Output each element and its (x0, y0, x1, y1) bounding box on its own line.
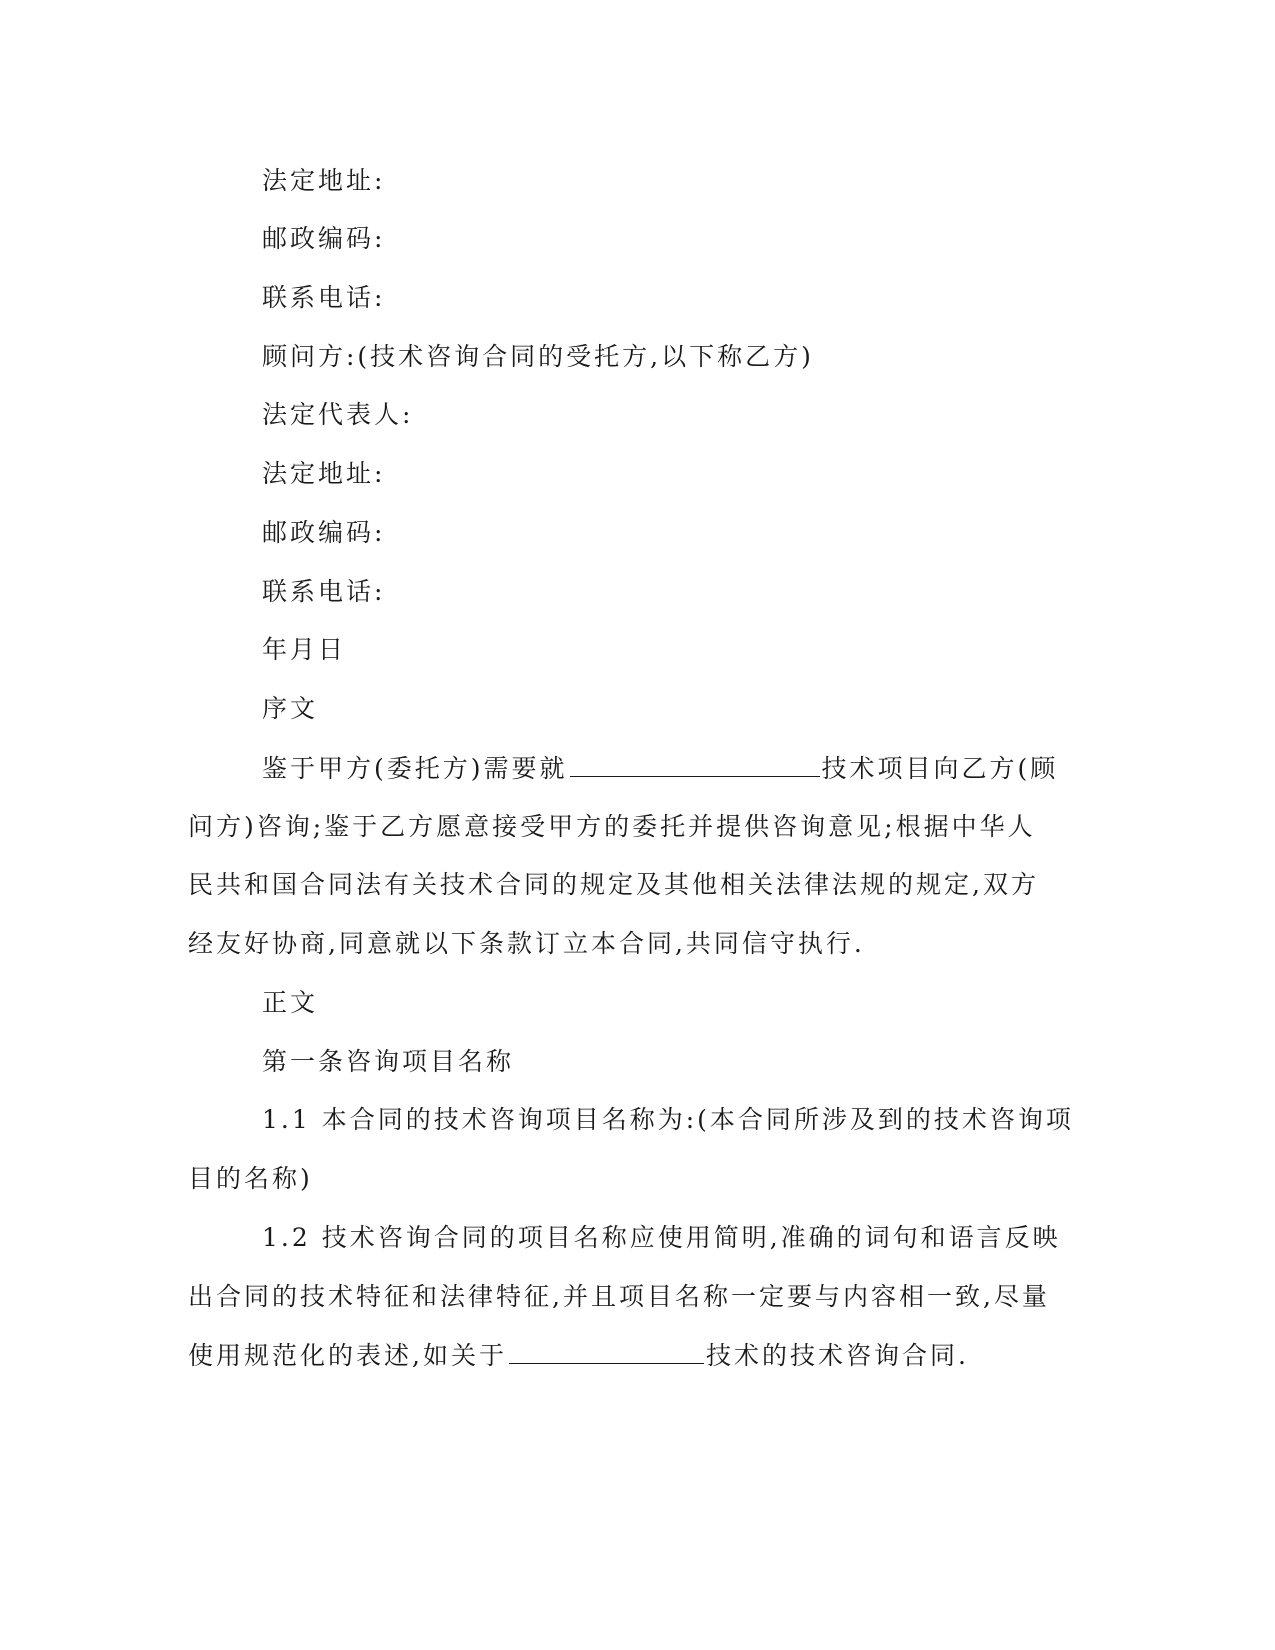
party-b-representative-label: 法定代表人: (262, 400, 414, 429)
party-a-phone-label: 联系电话: (262, 283, 386, 312)
preamble-line-3: 民共和国合同法有关技术合同的规定及其他相关法律法规的规定,双方 (188, 870, 1039, 899)
party-b-address-label: 法定地址: (262, 459, 386, 488)
party-b-title: 顾问方:(技术咨询合同的受托方,以下称乙方) (262, 342, 814, 371)
preamble-heading: 序文 (262, 694, 319, 723)
preamble-line-4: 经友好协商,同意就以下条款订立本合同,共同信守执行. (188, 929, 865, 958)
clause-1-2-line-3-start: 使用规范化的表述,如关于 (188, 1341, 507, 1370)
preamble-line-1-end: 技术项目向乙方(顾 (821, 754, 1059, 783)
party-a-address-label: 法定地址: (262, 166, 386, 195)
clause-1-2-line-3 (188, 1337, 969, 1374)
clause-1-2-line-2: 出合同的技术特征和法律特征,并且项目名称一定要与内容相一致,尽量 (188, 1282, 1050, 1311)
preamble-line-1-start: 鉴于甲方(委托方)需要就 (262, 754, 568, 783)
clause-1-2-line-1: 1.2 技术咨询合同的项目名称应使用简明,准确的词句和语言反映 (262, 1223, 1061, 1252)
clause-1-1-line-1: 1.1 本合同的技术咨询项目名称为:(本合同所涉及到的技术咨询项 (262, 1105, 1074, 1134)
preamble-line-1 (262, 750, 1058, 787)
party-a-postcode-label: 邮政编码: (262, 224, 386, 253)
body-heading: 正文 (262, 988, 319, 1017)
preamble-line-2: 问方)咨询;鉴于乙方愿意接受甲方的委托并提供咨询意见;根据中华人 (188, 812, 1036, 841)
clause-1-2-line-3-end: 技术的技术咨询合同. (705, 1341, 969, 1370)
technology-name-blank (509, 1337, 704, 1364)
article-1-title: 第一条咨询项目名称 (262, 1047, 515, 1076)
party-b-phone-label: 联系电话: (262, 577, 386, 606)
clause-1-1-line-2: 目的名称) (188, 1164, 313, 1193)
date-line: 年月日 (262, 635, 347, 664)
project-name-blank (570, 750, 820, 777)
party-b-postcode-label: 邮政编码: (262, 518, 386, 547)
